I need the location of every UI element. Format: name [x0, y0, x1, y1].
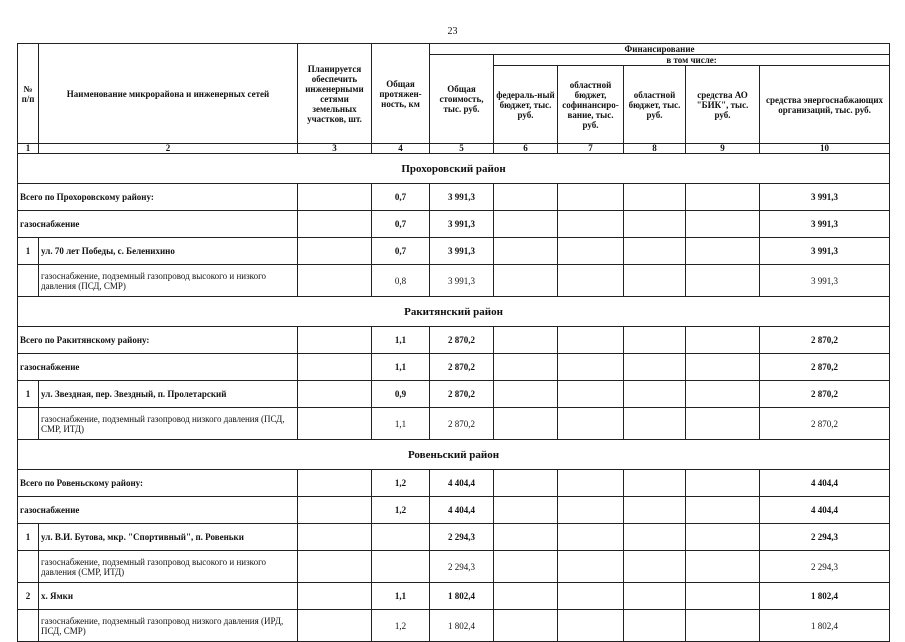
- federal-cell: [494, 211, 558, 238]
- bik-cell: [686, 610, 760, 642]
- regional-cofin-cell: [558, 327, 624, 354]
- row-name: газоснабжение, подземный газопровод низкого давления (ИРД, ПСД, СМР): [39, 610, 298, 642]
- regional-cell: [624, 354, 686, 381]
- row-name: Всего по Ракитянскому району:: [18, 327, 298, 354]
- column-number: 4: [372, 144, 430, 154]
- row-num: [18, 408, 39, 440]
- regional-cofin-cell: [558, 583, 624, 610]
- regional-cell: [624, 610, 686, 642]
- cost-cell: 1 802,4: [430, 610, 494, 642]
- column-number: 10: [760, 144, 890, 154]
- regional-cofin-cell: [558, 551, 624, 583]
- header-name: Наименование микрорайона и инженерных сетей: [39, 44, 298, 144]
- length-cell: 1,1: [372, 408, 430, 440]
- table-row: [18, 551, 890, 583]
- table-row: [18, 470, 890, 497]
- row-name: газоснабжение: [18, 211, 298, 238]
- length-cell: 1,2: [372, 497, 430, 524]
- cost-cell: 3 991,3: [430, 265, 494, 297]
- energy-cell: 3 991,3: [760, 184, 890, 211]
- federal-cell: [494, 610, 558, 642]
- header-cost: Общая стоимость, тыс. руб.: [430, 55, 494, 144]
- length-cell: 1,2: [372, 610, 430, 642]
- financing-table: [17, 43, 890, 642]
- row-num: 1: [18, 381, 39, 408]
- header-plots: Планируется обеспечить инженерными сетями земельных участков, шт.: [298, 44, 372, 144]
- federal-cell: [494, 497, 558, 524]
- federal-cell: [494, 583, 558, 610]
- table-row: [18, 184, 890, 211]
- row-name: х. Ямки: [39, 583, 298, 610]
- federal-cell: [494, 551, 558, 583]
- plots-cell: [298, 470, 372, 497]
- header-length: Общая протяжен-ность, км: [372, 44, 430, 144]
- region-row: [18, 440, 890, 470]
- regional-cofin-cell: [558, 524, 624, 551]
- regional-cell: [624, 327, 686, 354]
- header-financing: Финансирование: [430, 44, 890, 55]
- table-row: [18, 497, 890, 524]
- regional-cofin-cell: [558, 184, 624, 211]
- energy-cell: 2 870,2: [760, 381, 890, 408]
- row-name: газоснабжение, подземный газопровод высокого и низкого давления (СМР, ИТД): [39, 551, 298, 583]
- row-name: ул. Звездная, пер. Звездный, п. Пролетарский: [39, 381, 298, 408]
- header-bik: средства АО "БИК", тыс. руб.: [686, 66, 760, 144]
- regional-cell: [624, 381, 686, 408]
- row-name: Всего по Прохоровскому району:: [18, 184, 298, 211]
- bik-cell: [686, 524, 760, 551]
- length-cell: [372, 551, 430, 583]
- cost-cell: 1 802,4: [430, 583, 494, 610]
- regional-cofin-cell: [558, 470, 624, 497]
- bik-cell: [686, 238, 760, 265]
- length-cell: 0,7: [372, 238, 430, 265]
- bik-cell: [686, 551, 760, 583]
- regional-cofin-cell: [558, 497, 624, 524]
- energy-cell: 1 802,4: [760, 583, 890, 610]
- row-name: газоснабжение, подземный газопровод высокого и низкого давления (ПСД, СМР): [39, 265, 298, 297]
- header-regional: областной бюджет, тыс. руб.: [624, 66, 686, 144]
- energy-cell: 3 991,3: [760, 211, 890, 238]
- energy-cell: 4 404,4: [760, 470, 890, 497]
- page-number: 23: [447, 26, 458, 37]
- table-row: [18, 327, 890, 354]
- column-number: 7: [558, 144, 624, 154]
- header-federal: федераль-ный бюджет, тыс. руб.: [494, 66, 558, 144]
- federal-cell: [494, 381, 558, 408]
- column-number: 8: [624, 144, 686, 154]
- plots-cell: [298, 184, 372, 211]
- cost-cell: 2 870,2: [430, 408, 494, 440]
- table-row: [18, 583, 890, 610]
- table-row: [18, 610, 890, 642]
- bik-cell: [686, 184, 760, 211]
- federal-cell: [494, 524, 558, 551]
- energy-cell: 2 294,3: [760, 551, 890, 583]
- row-num: [18, 610, 39, 642]
- length-cell: 0,8: [372, 265, 430, 297]
- column-number: 6: [494, 144, 558, 154]
- energy-cell: 1 802,4: [760, 610, 890, 642]
- cost-cell: 3 991,3: [430, 238, 494, 265]
- cost-cell: 2 870,2: [430, 354, 494, 381]
- table-row: [18, 265, 890, 297]
- header-energy: средства энергоснабжающих организаций, тыс. руб.: [760, 66, 890, 144]
- length-cell: [372, 524, 430, 551]
- plots-cell: [298, 381, 372, 408]
- regional-cell: [624, 524, 686, 551]
- federal-cell: [494, 408, 558, 440]
- bik-cell: [686, 265, 760, 297]
- energy-cell: 2 870,2: [760, 327, 890, 354]
- table-row: [18, 524, 890, 551]
- plots-cell: [298, 265, 372, 297]
- regional-cofin-cell: [558, 381, 624, 408]
- header-num: № п/п: [18, 44, 39, 144]
- column-number: 3: [298, 144, 372, 154]
- cost-cell: 2 870,2: [430, 327, 494, 354]
- length-cell: 1,2: [372, 470, 430, 497]
- row-num: 1: [18, 524, 39, 551]
- table-row: [18, 381, 890, 408]
- energy-cell: 4 404,4: [760, 497, 890, 524]
- region-title: Прохоровский район: [18, 154, 890, 184]
- bik-cell: [686, 381, 760, 408]
- row-name: ул. 70 лет Победы, с. Беленихино: [39, 238, 298, 265]
- table-row: [18, 238, 890, 265]
- energy-cell: 2 870,2: [760, 354, 890, 381]
- plots-cell: [298, 524, 372, 551]
- regional-cell: [624, 408, 686, 440]
- regional-cell: [624, 497, 686, 524]
- federal-cell: [494, 238, 558, 265]
- region-title: Ракитянский район: [18, 297, 890, 327]
- length-cell: 0,7: [372, 211, 430, 238]
- cost-cell: 2 870,2: [430, 381, 494, 408]
- table-row: [18, 211, 890, 238]
- row-name: газоснабжение: [18, 354, 298, 381]
- plots-cell: [298, 497, 372, 524]
- regional-cell: [624, 583, 686, 610]
- regional-cell: [624, 184, 686, 211]
- length-cell: 0,7: [372, 184, 430, 211]
- bik-cell: [686, 327, 760, 354]
- row-name: Всего по Ровеньскому району:: [18, 470, 298, 497]
- plots-cell: [298, 583, 372, 610]
- federal-cell: [494, 470, 558, 497]
- header-regional-cofin: областной бюджет, софинансиро-вание, тыс. руб.: [558, 66, 624, 144]
- bik-cell: [686, 497, 760, 524]
- regional-cofin-cell: [558, 408, 624, 440]
- regional-cell: [624, 265, 686, 297]
- region-row: [18, 297, 890, 327]
- regional-cofin-cell: [558, 354, 624, 381]
- federal-cell: [494, 327, 558, 354]
- cost-cell: 4 404,4: [430, 470, 494, 497]
- table-row: [18, 354, 890, 381]
- regional-cofin-cell: [558, 238, 624, 265]
- cost-cell: 3 991,3: [430, 211, 494, 238]
- row-num: 2: [18, 583, 39, 610]
- length-cell: 1,1: [372, 327, 430, 354]
- energy-cell: 3 991,3: [760, 238, 890, 265]
- regional-cell: [624, 238, 686, 265]
- row-num: [18, 551, 39, 583]
- length-cell: 1,1: [372, 583, 430, 610]
- column-number: 2: [39, 144, 298, 154]
- regional-cell: [624, 551, 686, 583]
- header-including: в том числе:: [494, 55, 890, 66]
- region-title: Ровеньский район: [18, 440, 890, 470]
- federal-cell: [494, 354, 558, 381]
- energy-cell: 2 870,2: [760, 408, 890, 440]
- energy-cell: 3 991,3: [760, 265, 890, 297]
- cost-cell: 2 294,3: [430, 524, 494, 551]
- regional-cofin-cell: [558, 265, 624, 297]
- bik-cell: [686, 408, 760, 440]
- regional-cell: [624, 470, 686, 497]
- column-number: 5: [430, 144, 494, 154]
- plots-cell: [298, 408, 372, 440]
- cost-cell: 4 404,4: [430, 497, 494, 524]
- bik-cell: [686, 211, 760, 238]
- column-number: 9: [686, 144, 760, 154]
- regional-cell: [624, 211, 686, 238]
- row-name: газоснабжение: [18, 497, 298, 524]
- plots-cell: [298, 610, 372, 642]
- bik-cell: [686, 354, 760, 381]
- bik-cell: [686, 470, 760, 497]
- regional-cofin-cell: [558, 211, 624, 238]
- row-name: газоснабжение, подземный газопровод низкого давления (ПСД, СМР, ИТД): [39, 408, 298, 440]
- cost-cell: 3 991,3: [430, 184, 494, 211]
- plots-cell: [298, 354, 372, 381]
- length-cell: 0,9: [372, 381, 430, 408]
- cost-cell: 2 294,3: [430, 551, 494, 583]
- plots-cell: [298, 238, 372, 265]
- plots-cell: [298, 551, 372, 583]
- energy-cell: 2 294,3: [760, 524, 890, 551]
- bik-cell: [686, 583, 760, 610]
- regional-cofin-cell: [558, 610, 624, 642]
- row-num: 1: [18, 238, 39, 265]
- federal-cell: [494, 265, 558, 297]
- region-row: [18, 154, 890, 184]
- plots-cell: [298, 327, 372, 354]
- row-name: ул. В.И. Бутова, мкр. "Спортивный", п. Ровеньки: [39, 524, 298, 551]
- federal-cell: [494, 184, 558, 211]
- table-row: [18, 408, 890, 440]
- row-num: [18, 265, 39, 297]
- plots-cell: [298, 211, 372, 238]
- length-cell: 1,1: [372, 354, 430, 381]
- column-number: 1: [18, 144, 39, 154]
